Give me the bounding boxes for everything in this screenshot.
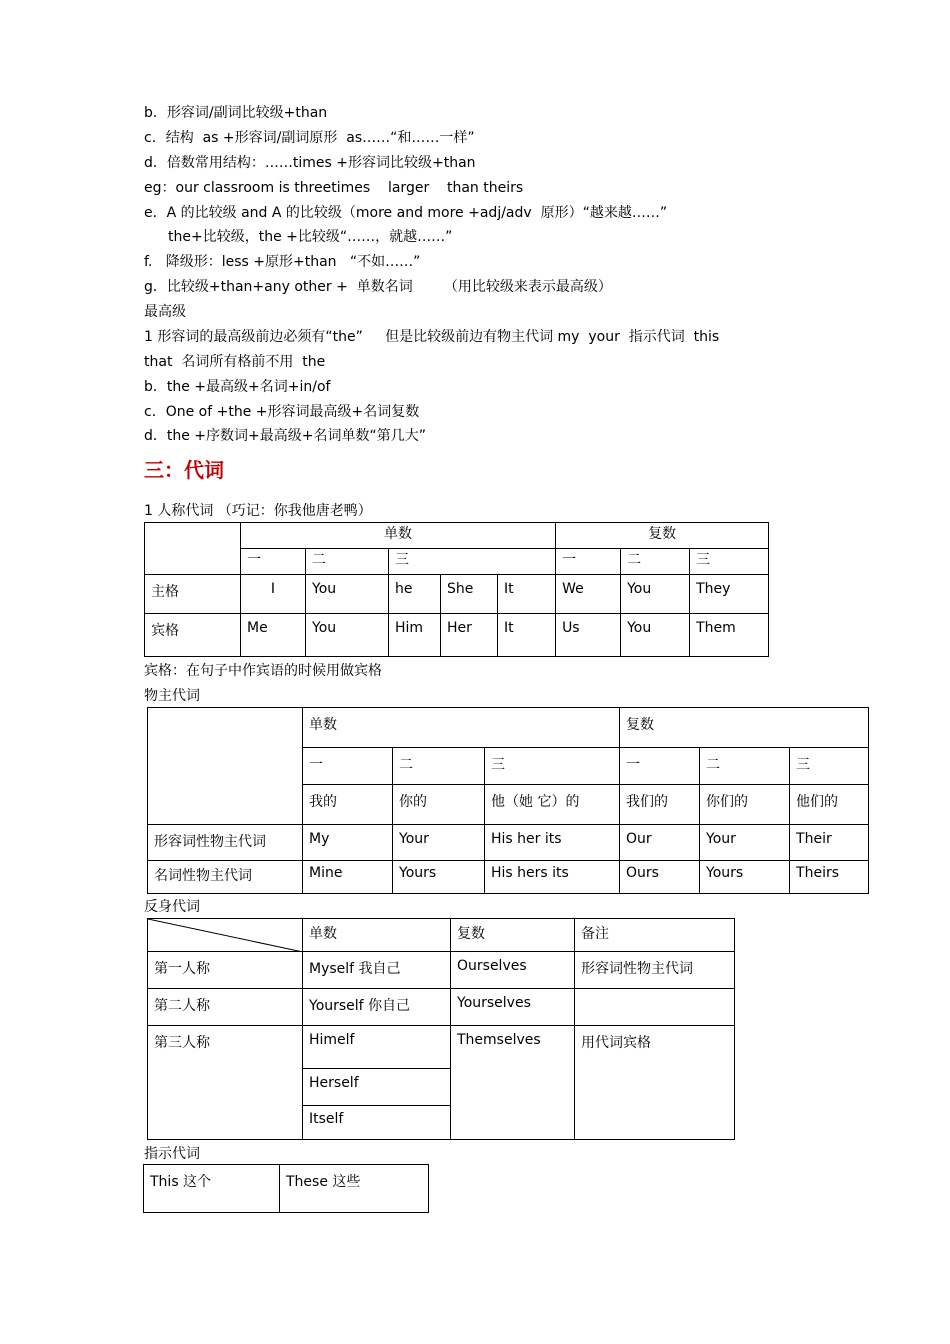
personal-pronoun-title: 1 人称代词 （巧记：你我他唐老鸭） [144,503,372,519]
person-cell: 二 [393,748,485,785]
text-line: d．the +序数词+最高级+名词单数“第几大” [144,428,427,444]
meaning-cell: 他（她 它）的 [485,785,620,825]
table-cell: Myself 我自己 [303,952,451,989]
demonstrative-pronoun-table [143,1164,429,1213]
table-corner [148,708,303,825]
table-cell: Himelf [303,1026,451,1069]
row-label-second-person: 第二人称 [148,989,303,1026]
text-line: g．比较级+than+any other + 单数名词 （用比较级来表示最高级） [144,279,612,295]
table-cell: We [556,575,621,614]
table-cell: You [621,575,690,614]
table-cell: Him [389,614,441,657]
table-cell: These 这些 [280,1165,429,1213]
table-cell: Itself [303,1106,451,1140]
table-cell: It [498,575,556,614]
person-cell: 一 [620,748,700,785]
row-label-objective: 宾格 [145,614,241,657]
header-singular: 单数 [241,523,556,549]
table-cell: I [241,575,306,614]
text-line: that 名词所有格前不用 the [144,354,326,370]
table-cell: Yours [393,861,485,894]
header-singular: 单数 [303,919,451,952]
person-first: 一 [556,549,621,575]
text-line: the+比较级，the +比较级“……，就越……” [168,229,453,245]
table-cell: Yourself 你自己 [303,989,451,1026]
meaning-cell: 他们的 [790,785,869,825]
row-label-first-person: 第一人称 [148,952,303,989]
header-singular: 单数 [303,708,620,748]
person-first: 一 [241,549,306,575]
table-cell: Themselves [451,1026,575,1140]
table-cell: This 这个 [144,1165,280,1213]
table-cell: Yours [700,861,790,894]
person-cell: 三 [485,748,620,785]
text-line: c．结构 as +形容词/副词原形 as……“和……一样” [144,130,475,146]
table-cell: Your [393,825,485,861]
person-second: 二 [306,549,389,575]
meaning-cell: 我的 [303,785,393,825]
person-cell: 二 [700,748,790,785]
row-label-noun: 名词性物主代词 [148,861,303,894]
table-cell: he [389,575,441,614]
objective-note: 宾格：在句子中作宾语的时候用做宾格 [144,663,382,679]
table-cell: His her its [485,825,620,861]
table-cell: Our [620,825,700,861]
table-cell: They [690,575,769,614]
text-line: 最高级 [144,304,186,320]
table-cell: She [441,575,498,614]
table-cell: Your [700,825,790,861]
row-label-nominative: 主格 [145,575,241,614]
table-corner [145,523,241,575]
table-cell: My [303,825,393,861]
table-cell: It [498,614,556,657]
text-line: 1 形容词的最高级前边必须有“the” 但是比较级前边有物主代词 my your 指示代词 this [144,329,720,345]
person-third: 三 [690,549,769,575]
meaning-cell: 你们的 [700,785,790,825]
text-line: d．倍数常用结构：……times +形容词比较级+than [144,155,476,171]
text-line: f. 降级形：less +原形+than “不如……” [144,254,421,270]
row-label-adjective: 形容词性物主代词 [148,825,303,861]
table-cell: Theirs [790,861,869,894]
table-cell [575,989,735,1026]
possessive-pronoun-table [147,707,869,894]
table-cell: Us [556,614,621,657]
diagonal-line [148,919,303,952]
text-line: e．A 的比较级 and A 的比较级（more and more +adj/adv 原形）“越来越……” [144,205,668,221]
header-plural: 复数 [451,919,575,952]
reflexive-pronoun-title: 反身代词 [144,899,200,915]
table-cell: You [621,614,690,657]
table-cell: Ours [620,861,700,894]
meaning-cell: 我们的 [620,785,700,825]
section-heading: 三：代词 [144,458,224,482]
row-label-third-person: 第三人称 [148,1026,303,1140]
table-cell: His hers its [485,861,620,894]
header-note: 备注 [575,919,735,952]
text-line: b．形容词/副词比较级+than [144,105,328,121]
table-cell: Their [790,825,869,861]
person-third: 三 [389,549,556,575]
diagonal-header-cell [148,919,303,952]
header-plural: 复数 [620,708,869,748]
reflexive-pronoun-table [147,918,735,1140]
personal-pronoun-table [144,522,769,657]
table-cell: Mine [303,861,393,894]
meaning-cell: 你的 [393,785,485,825]
table-cell: Yourselves [451,989,575,1026]
possessive-pronoun-title: 物主代词 [144,688,200,704]
table-cell: You [306,614,389,657]
person-second: 二 [621,549,690,575]
table-cell: Her [441,614,498,657]
text-line: c．One of +the +形容词最高级+名词复数 [144,404,420,420]
table-cell: 形容词性物主代词 [575,952,735,989]
table-cell: Them [690,614,769,657]
table-cell: Ourselves [451,952,575,989]
person-cell: 一 [303,748,393,785]
demonstrative-pronoun-title: 指示代词 [144,1146,200,1162]
table-cell: Me [241,614,306,657]
person-cell: 三 [790,748,869,785]
table-cell: Herself [303,1069,451,1106]
table-cell: 用代词宾格 [575,1026,735,1140]
text-line: eg：our classroom is threetimes larger than theirs [144,180,524,196]
text-line: b．the +最高级+名词+in/of [144,379,331,395]
table-cell: You [306,575,389,614]
header-plural: 复数 [556,523,769,549]
